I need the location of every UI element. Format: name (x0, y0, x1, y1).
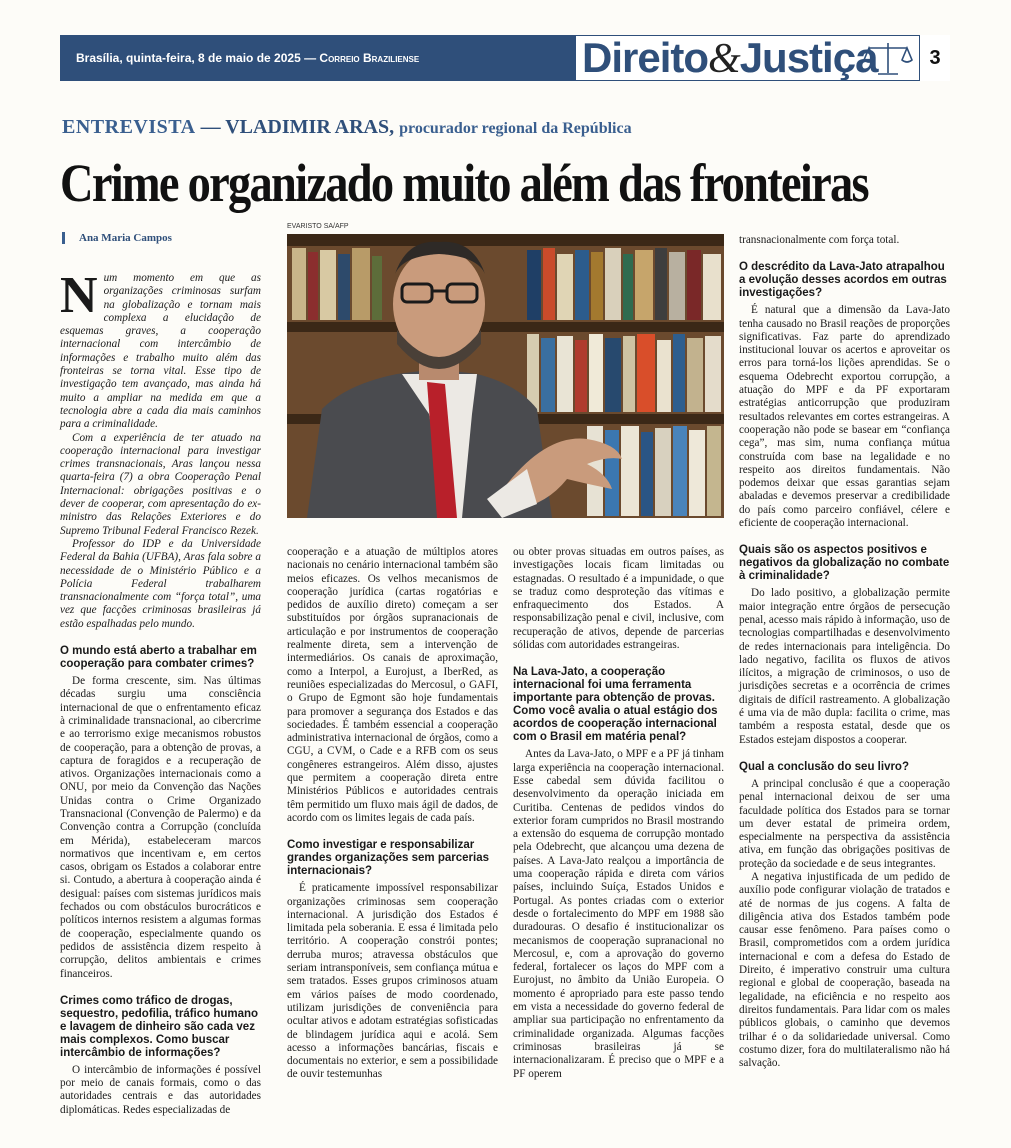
section-title (575, 35, 920, 81)
intro-paragraph-3: Professor do IDP e da Universidade Federal da Bahia (UFBA), Aras fala sobre a necessidade de o Ministério Público e a Polícia Federal trabalharem transnacionalmente com “força total”, uma vez que facções criminosas brasileiras já estão espalhadas pelo mundo. (60, 537, 261, 630)
answer-4-continued: transnacionalmente com força total. (739, 234, 900, 246)
question-1: O mundo está aberto a trabalhar em cooperação para combater crimes? (60, 645, 257, 671)
section-word-2: Justiça (739, 34, 878, 81)
page-header (60, 35, 950, 81)
answer-3-continued: ou obter provas situadas em outros países, as investigações locais ficam limitadas ou estagnadas. O resultado é a impunidade, o que se traduz como desproteção das vítimas e enfraquecimento dos Estados. A responsabilização penal e civil, inclusive, com recuperação de ativos, depende de parcerias sólidas com autoridades estrangeiras. (513, 546, 724, 652)
question-6: Quais são os aspectos positivos e negativos da globalização no combate à criminalidade? (739, 544, 950, 583)
section-word-1: Direito (582, 34, 709, 81)
question-2: Crimes como tráfico de drogas, sequestro, pedofilia, tráfico humano e lavagem de dinheiro são cada vez mais complexos. Como buscar intercâmbio de informações? (60, 994, 259, 1059)
section-ampersand: & (708, 36, 740, 82)
answer-3: É praticamente impossível responsabilizar organizações criminosas sem cooperação internacional. A jurisdição dos Estados é limitada pela soberania. E essa é limitada pelo território. A cooperação constrói pontes; derruba muros; atravessa obstáculos que seriam intransponíveis, sem confiança mútua e sem tratados. Esses grupos criminosos atuam em vários países de modo coordenado, utilizam jurisdições de conveniência para ocultar ativos e adotam estratégias sofisticadas de blindagem jurídica aqui e acolá. Sem acesso a informações bancárias, fiscais e documentais no exterior, e sem a possibilidade de ouvir testemunhas (287, 882, 498, 1081)
interview-photo (287, 234, 724, 518)
column-4 (739, 234, 950, 1070)
answer-7-part-1: A principal conclusão é que a cooperação penal internacional deixou de ser uma faculdade política dos Estados para se tornar um dever estatal de primeira ordem, especialmente na perspectiva da assistência ativa, em função das obrigações positivas de proteção da sociedade e de seus integrantes. (739, 777, 950, 870)
headline: Crime organizado muito além das fronteiras (60, 153, 868, 213)
kicker (62, 116, 632, 139)
column-1 (60, 267, 261, 1117)
interviewee-name: — VLADIMIR ARAS, (200, 116, 395, 138)
answer-4: Antes da Lava-Jato, o MPF e a PF já tinham larga experiência na cooperação internacional. Esse cabedal sem dúvida facilitou o desenvolvimento da operação iniciada em Curitiba. Centenas de pedidos vindos do exterior foram cumpridos no Brasil mostrando a extensão do esquema de corrupção montado pela Odebrecht, que alcançou uma dezena de países. A Lava-Jato realçou a importância de uma cooperação rápida e direta com vários países, incluindo Suíça, Estados Unidos e Portugal. As pontes criadas com o exterior desde o fortalecimento do MPF em 1988 são duradouras. O desafio é institucionalizar os mecanismos de cooperação supranacional no Mercosul, e, com a aprovação do governo federal, fortalecer os laços do MPF com a Eurojust, no âmbito da União Europeia. O momento é apropriado para este passo tendo em vista a necessidade do governo federal de ampliar sua participação no enfrentamento da criminalidade organizada. Algumas facções criminosas brasileiras já se internacionalizaram. É preciso que o MPF e a PF operem (513, 748, 724, 1080)
newspaper-name: Correio Braziliense (319, 51, 420, 65)
question-5: O descrédito da Lava-Jato atrapalhou a evolução desses acordos em outras investigações? (739, 261, 947, 300)
intro-paragraph-2: Com a experiência de ter atuado na cooperação internacional para investigar crimes transnacionais, Aras lançou nessa quarta-feira (7) a obra Cooperação Penal Internacional: obrigações positivas e o dever de cooperar, com apresentação do ex-ministro das Relações Exteriores e do Supremo Tribunal Federal Francisco Rezek. (60, 431, 261, 537)
scales-of-justice-icon (863, 40, 913, 78)
page-number: 3 (920, 35, 950, 81)
answer-2-continued: cooperação e a atuação de múltiplos atores nacionais no cenário internacional também são meios eficazes. Os velhos mecanismos de cooperação jurídica (cartas rogatórias e pedidos de auxílio direto) começam a ser substituídos por órgãos supranacionais de articulação e por instrumentos de cooperação realmente direta, sem a intervenção de intermediários. Os canais de aproximação, como a Interpol, a Eurojust, a IberRed, as reuniões especializadas do Mercosul, o GAFI, o Grupo de Egmont são hoje fundamentais para promover a segurança dos Estados e das sociedades. É também essencial a cooperação administrativa internacional de órgãos, como a CGU, a CVM, o Cade e a RFB com os seus congêneres estrangeiros. Além disso, ajustes que permitem a cooperação direta entre Ministérios Públicos e autoridades centrais têm permitido um fluxo mais ágil de dados, de acordo com os limites legais de cada país. (287, 546, 498, 824)
intro-paragraph-1: Num momento em que as organizações criminosas surfam na globalização e tornam mais complexa a elucidação de esquemas graves, a cooperação internacional com intercâmbio de informações e trabalho muito além das fronteiras se torna vital. Esse tipo de investigação tem avançado, mas ainda há muito a ampliar na medida em que a tecnologia abre a cada dia mais caminhos para a criminalidade. (60, 267, 261, 431)
question-7: Qual a conclusão do seu livro? (739, 760, 909, 773)
question-4: Na Lava-Jato, a cooperação internacional foi uma ferramenta importante para obtenção de provas. Como você avalia o atual estágio dos acordos de cooperação internacional com o Brasil em matéria penal? (513, 666, 718, 744)
photo-illustration (287, 234, 724, 518)
question-3: Como investigar e responsabilizar grandes organizações sem parcerias internacionais? (287, 839, 489, 878)
answer-2: O intercâmbio de informações é possível por meio de canais formais, como o das autoridades centrais e das autoridades diplomáticas. Redes especializadas de (60, 1063, 261, 1116)
kicker-label: ENTREVISTA (62, 116, 196, 138)
interviewee-role: procurador regional da República (399, 120, 632, 137)
answer-5: É natural que a dimensão da Lava-Jato tenha causado no Brasil reações de proporções significativas. Faz parte do aprendizado institucional louvar os acertos e aproveitar os erros para torná-los lições aprendidas. Se o esquema Odebrecht exportou corrupção, a atuação do MPF e da PF exportaram estratégias anticorrupção que produziram resultados relevantes em cortes estrangeiras. A cooperação não pode se basear em “confiança cega”, mas sim, numa confiança mútua construída com base na legalidade e no respeito aos direitos fundamentais. Não podemos deixar que essas garantias sejam abaladas e devemos preservar a credibilidade do país como parceiro confiável, célere e eficiente de cooperação internacional. (739, 304, 950, 530)
drop-cap: N (60, 267, 98, 324)
answer-6: Do lado positivo, a globalização permite maior integração entre órgãos de persecução penal, acesso mais rápido à informação, uso de tecnologias compartilhadas e desenvolvimento de redes internacionais para inteligência. Do lado negativo, facilita os fluxos de ativos ilícitos, a migração de criminosos, o uso de jurisdições secretas e a ocorrência de crimes digitais de difícil rastreamento. A globalização é uma via de mão dupla: facilita o crime, mas também a resposta estatal, desde que os Estados estejam dispostos a cooperar. (739, 587, 950, 746)
answer-7-part-2: A negativa injustificada de um pedido de auxílio pode configurar violação de tratados e até de normas de jus cogens. A falta de diligência ativa dos Estados também pode causar esse fenômeno. Para países como o Brasil, comprometidos com a ordem jurídica internacional e com a defesa do Estado de Direito, é imperativo construir uma cultura regional e global de cooperação, baseada na legalidade, na eficiência e no respeito aos direitos fundamentais. Para lidar com os males públicos globais, o caminho que devemos trilhar é o da solidariedade universal. Como costumo dizer, fora do multilateralismo não há salvação. (739, 870, 950, 1070)
byline: Ana Maria Campos (62, 232, 279, 244)
dateline: Brasília, quinta-feira, 8 de maio de 2025 — Correio Braziliense (76, 51, 420, 65)
column-3 (513, 546, 724, 1081)
answer-1: De forma crescente, sim. Nas últimas décadas surgiu uma consciência internacional de que o enfrentamento eficaz à criminalidade transnacional, ao cibercrime e ao terrorismo exige mecanismos robustos de cooperação, para a obtenção de provas, a captura de foragidos e a recuperação de ativos. Organizações internacionais como a ONU, por meio da Convenção das Nações Unidas contra o Crime Organizado Transnacional (Convenção de Palermo) e da Convenção contra a Corrupção (concluída em Mérida), estabeleceram marcos normativos que incentivam e, em certos casos, obrigam os Estados a colaborar entre si. Contudo, a abertura à cooperação ainda é desigual: países com sistemas jurídicos mais fechados ou com obstáculos burocráticos e políticos internos resistem a algumas formas de cooperação, especialmente quando os pedidos de assistência dizem respeito à corrupção, delitos ambientais e crimes financeiros. (60, 675, 261, 980)
photo-credit: EVARISTO SA/AFP (287, 223, 349, 230)
column-2 (287, 546, 498, 1082)
